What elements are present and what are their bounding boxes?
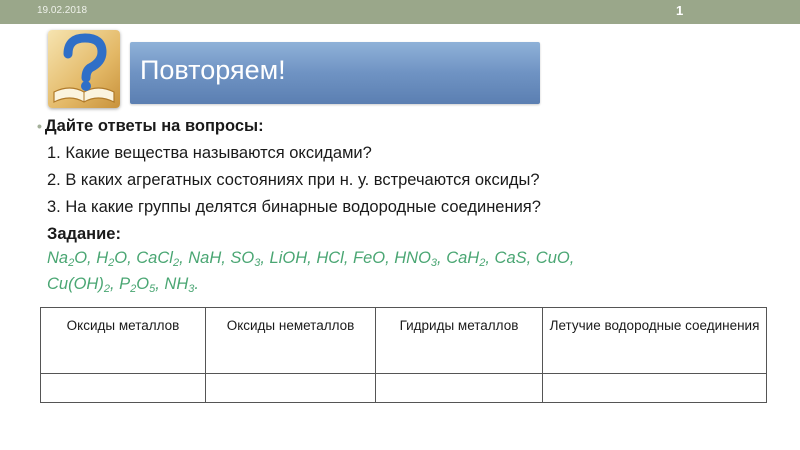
formula-text: , LiOH, HCl, FeO, HNO [260, 249, 431, 267]
formulas-line-1 [47, 248, 787, 274]
intro-line [37, 113, 787, 140]
formula-subscript: 2 [103, 283, 110, 295]
slide-date: 19.02.2018 [37, 5, 88, 16]
table-header-row [41, 308, 767, 374]
formulas-line-2 [47, 274, 787, 300]
table-cell[interactable] [376, 374, 543, 403]
header-metal-oxides: Оксиды металлов [41, 308, 206, 374]
table-row [41, 374, 767, 403]
question-3: 3. На какие группы делятся бинарные водородные соединения? [47, 198, 541, 216]
formula-text: Cu(OH) [47, 275, 104, 293]
formula-text: O, H [74, 249, 109, 267]
task-label: Задание: [47, 225, 121, 243]
formula-subscript: 2 [108, 257, 115, 269]
question-1: 1. Какие вещества называются оксидами? [47, 144, 372, 162]
formula-text: Na [47, 249, 69, 267]
title-band [130, 42, 540, 104]
formula-subscript: 3 [188, 283, 195, 295]
bullet-icon: • [37, 118, 42, 134]
question-book-icon [48, 30, 120, 108]
top-bar [0, 0, 800, 24]
formula-text: , NH [155, 275, 189, 293]
formula-text: O [136, 275, 150, 293]
formula-subscript: 2 [68, 257, 75, 269]
formula-text: , P [109, 275, 131, 293]
header-volatile-hydrogen-compounds: Летучие водородные соединения [543, 308, 767, 374]
table-cell[interactable] [206, 374, 376, 403]
formula-text: , CaH [437, 249, 480, 267]
formula-text: , NaH, SO [179, 249, 255, 267]
table-cell[interactable] [41, 374, 206, 403]
formula-subscript: 3 [254, 257, 261, 269]
classification-table [40, 307, 767, 403]
slide-content [37, 113, 787, 300]
formula-subscript: 5 [149, 283, 156, 295]
slide-number: 1 [676, 3, 684, 18]
header-nonmetal-oxides: Оксиды неметаллов [206, 308, 376, 374]
slide-title: Повторяем! [140, 55, 286, 85]
formula-subscript: 3 [430, 257, 438, 269]
formula-text: , CaS, CuO, [485, 249, 575, 267]
intro-text: Дайте ответы на вопросы: [44, 117, 264, 135]
formula-text: . [194, 275, 199, 293]
header-metal-hydrides: Гидриды металлов [376, 308, 543, 374]
formula-subscript: 2 [172, 257, 180, 269]
formula-text: O, CaCl [114, 249, 173, 267]
table-cell[interactable] [543, 374, 767, 403]
question-2: 2. В каких агрегатных состояниях при н. у. встречаются оксиды? [47, 171, 540, 189]
formula-subscript: 2 [130, 283, 137, 295]
formula-subscript: 2 [479, 257, 486, 269]
